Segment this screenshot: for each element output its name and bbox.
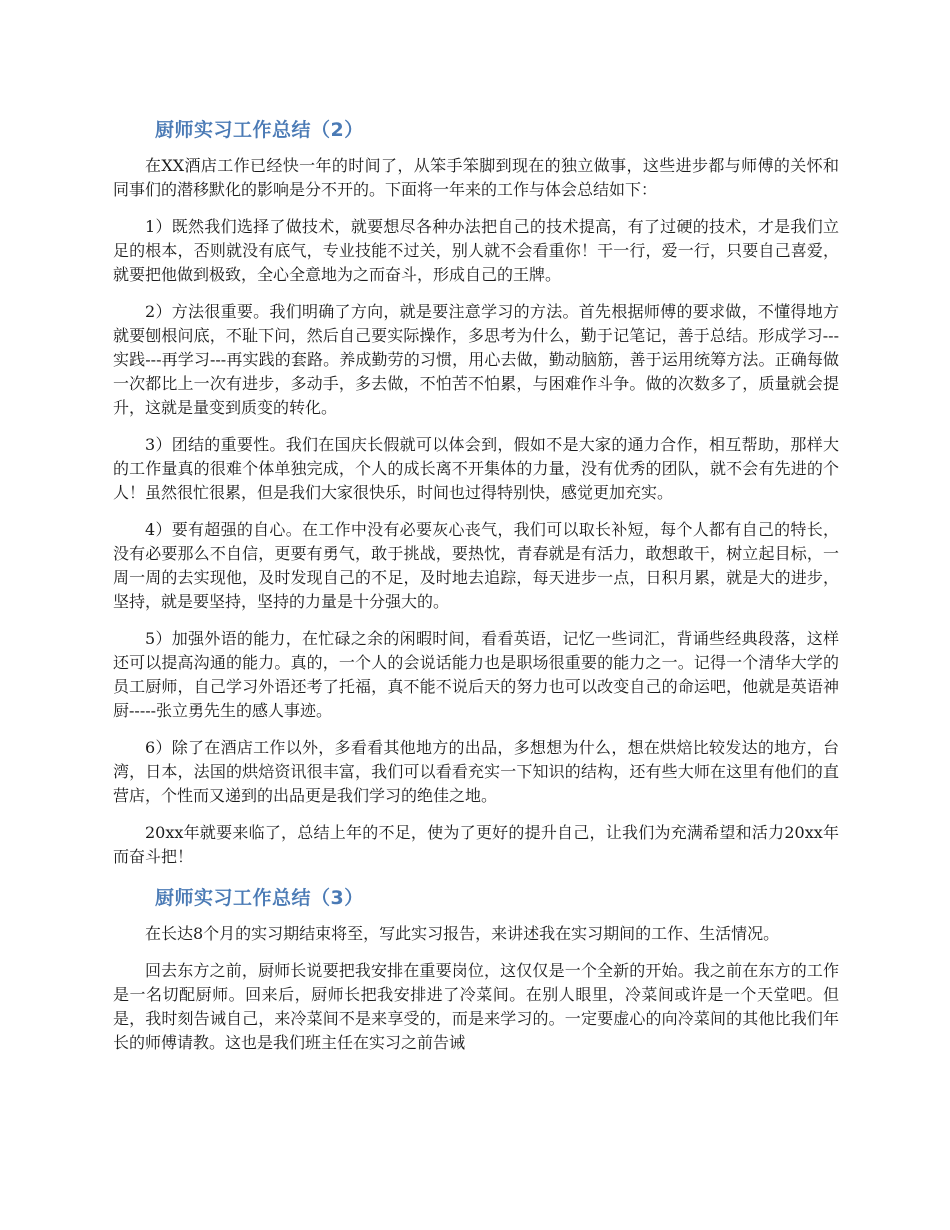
paragraph: 在XX酒店工作已经快一年的时间了，从笨手笨脚到现在的独立做事，这些进步都与师傅的关怀和同事们的潜移默化的影响是分不开的。下面将一年来的工作与体会总结如下：	[113, 156, 839, 199]
paragraph: 回去东方之前，厨师长说要把我安排在重要岗位，这仅仅是一个全新的开始。我之前在东方的工作是一名切配厨师。回来后，厨师长把我安排进了冷菜间。在别人眼里，冷菜间或许是一个天堂吧。但是，我时刻告诫自己，来冷菜间不是来享受的，而是来学习的。一定要虚心的向冷菜间的其他比我们年长的师傅请教。这也是我们班主任在实习之前告诫	[113, 961, 839, 1052]
paragraph: 5）加强外语的能力，在忙碌之余的闲暇时间，看看英语，记忆一些词汇，背诵些经典段落，这样还可以提高沟通的能力。真的，一个人的会说话能力也是职场很重要的能力之一。记得一个清华大学的员工厨师，自己学习外语还考了托福，真不能不说后天的努力也可以改变自己的命运吧，他就是英语神厨-----张立勇先生的感人事迹。	[113, 629, 839, 720]
section-2	[113, 114, 839, 869]
paragraph: 3）团结的重要性。我们在国庆长假就可以体会到，假如不是大家的通力合作，相互帮助，那样大的工作量真的很难个体单独完成，个人的成长离不开集体的力量，没有优秀的团队，就不会有先进的个人！虽然很忙很累，但是我们大家很快乐，时间也过得特别快，感觉更加充实。	[113, 435, 839, 502]
paragraph: 20xx年就要来临了，总结上年的不足，使为了更好的提升自己，让我们为充满希望和活力20xx年而奋斗把！	[113, 823, 839, 866]
paragraph: 1）既然我们选择了做技术，就要想尽各种办法把自己的技术提高，有了过硬的技术，才是我们立足的根本，否则就没有底气，专业技能不过关，别人就不会看重你！干一行，爱一行，只要自己喜爱，就要把他做到极致，全心全意地为之而奋斗，形成自己的王牌。	[113, 217, 839, 284]
paragraph: 4）要有超强的自心。在工作中没有必要灰心丧气，我们可以取长补短，每个人都有自己的特长，没有必要那么不自信，更要有勇气，敢于挑战，要热忱，青春就是有活力，敢想敢干，树立起目标，一周一周的去实现他，及时发现自己的不足，及时地去追踪，每天进步一点，日积月累，就是大的进步，坚持，就是要坚持，坚持的力量是十分强大的。	[113, 520, 839, 611]
section-title: 厨师实习工作总结（2）	[155, 119, 364, 141]
document-page	[113, 108, 839, 1068]
section-title: 厨师实习工作总结（3）	[155, 887, 364, 909]
paragraph: 6）除了在酒店工作以外，多看看其他地方的出品，多想想为什么，想在烘焙比较发达的地方，台湾，日本，法国的烘焙资讯很丰富，我们可以看看充实一下知识的结构，还有些大师在这里有他们的直营店，个性而又递到的出品更是我们学习的绝佳之地。	[113, 738, 839, 805]
paragraph: 2）方法很重要。我们明确了方向，就是要注意学习的方法。首先根据师傅的要求做，不懂得地方就要刨根问底，不耻下问，然后自己要实际操作，多思考为什么，勤于记笔记，善于总结。形成学习---实践---再学习---再实践的套路。养成勤劳的习惯，用心去做，勤动脑筋，善于运用统筹方法。正确每做一次都比上一次有进步，多动手，多去做，不怕苦不怕累，与困难作斗争。做的次数多了，质量就会提升，这就是量变到质变的转化。	[113, 302, 839, 417]
section-3	[113, 882, 839, 1055]
paragraph: 在长达8个月的实习期结束将至，写此实习报告，来讲述我在实习期间的工作、生活情况。	[145, 924, 780, 943]
